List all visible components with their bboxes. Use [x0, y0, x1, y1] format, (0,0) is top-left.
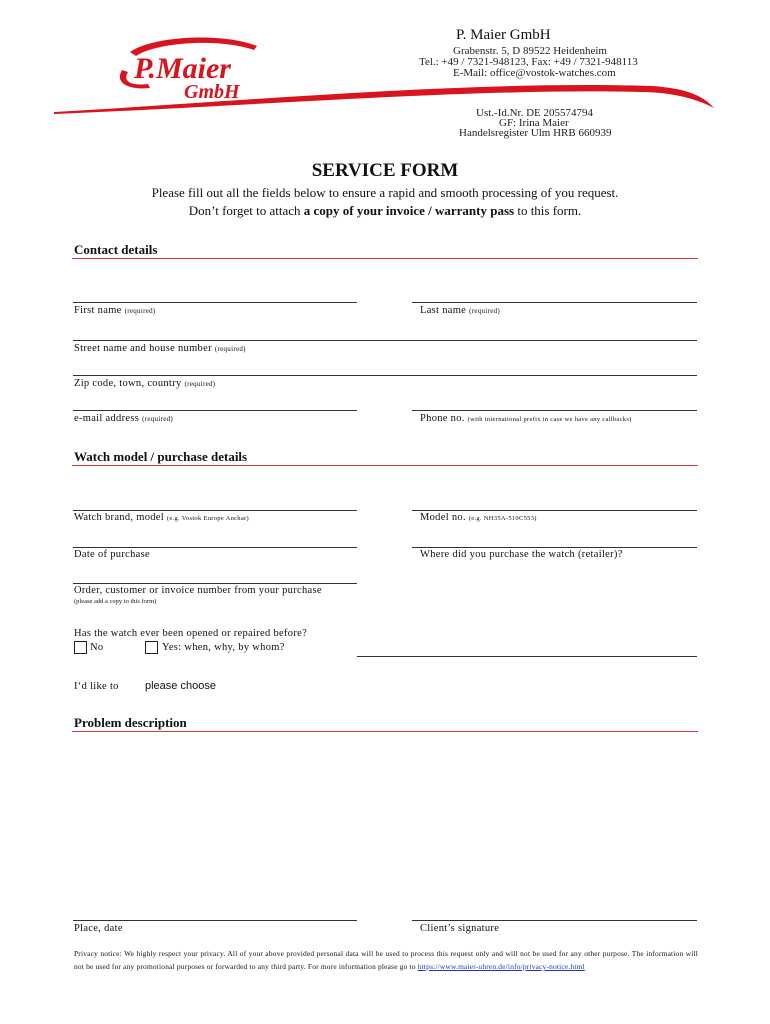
legal-line: Ust.-Id.Nr. DE 205574794: [476, 107, 594, 119]
purchase-date-field[interactable]: [73, 547, 357, 548]
legal-line: GF: Irina Maier: [499, 117, 569, 129]
place-date-field[interactable]: [73, 920, 357, 921]
retailer-label: Where did you purchase the watch (retailer)?: [420, 549, 623, 560]
label-text: Model no.: [420, 512, 466, 523]
opened-question: Has the watch ever been opened or repaired before?: [74, 628, 308, 639]
order-hint: (please add a copy to this form): [74, 598, 157, 605]
phone-field[interactable]: [412, 410, 697, 411]
company-logo: [52, 30, 722, 120]
attach-reminder: [0, 203, 770, 219]
address-line: E-Mail: office@vostok-watches.com: [453, 67, 616, 79]
label-text: Street name and house number: [74, 343, 212, 354]
label-text: Phone no.: [420, 413, 465, 424]
logo-text-main: P.Maier: [134, 52, 231, 85]
section-divider: [72, 731, 698, 732]
yes-checkbox[interactable]: [145, 641, 158, 654]
brand-hint: (e.g. Vostok Europe Anchar): [166, 515, 249, 522]
signature-field[interactable]: [412, 920, 697, 921]
address-line: Tel.: +49 / 7321-948123, Fax: +49 / 7321-948113: [419, 56, 638, 68]
email-label: [74, 413, 173, 424]
watch-brand-label: [74, 512, 249, 523]
repair-details-field[interactable]: [357, 656, 697, 657]
reminder-suffix: to this form.: [514, 203, 582, 218]
model-no-label: [420, 512, 537, 523]
no-checkbox[interactable]: [74, 641, 87, 654]
intro-text: Please fill out all the fields below to ensure a rapid and smooth processing of you request.: [151, 185, 619, 200]
email-field[interactable]: [73, 410, 357, 411]
like-to-label: I‘d like to: [74, 681, 119, 692]
place-date-label: Place, date: [74, 923, 123, 934]
privacy-notice: [74, 947, 698, 973]
phone-label: [420, 413, 632, 424]
required-note: (required): [124, 307, 156, 315]
purchase-date-label: Date of purchase: [74, 549, 150, 560]
model-no-field[interactable]: [412, 510, 697, 511]
section-heading-contact: Contact details: [74, 242, 158, 257]
last-name-label: [420, 305, 500, 316]
logo-text-sub: GmbH: [184, 81, 240, 103]
yes-label: Yes: when, why, by whom?: [162, 642, 285, 653]
required-note: (required): [469, 307, 501, 315]
required-note: (required): [214, 345, 246, 353]
logo-swoosh-graphic: [52, 30, 722, 120]
model-hint: (e.g. NH35A-510C553): [468, 515, 537, 522]
section-divider: [72, 258, 698, 259]
privacy-link[interactable]: https://www.maier-uhren.de/info/privacy-notice.html: [417, 962, 585, 971]
first-name-label: [74, 305, 156, 316]
form-title: SERVICE FORM: [311, 160, 459, 181]
label-text: Last name: [420, 305, 467, 316]
reminder-bold: a copy of your invoice / warranty pass: [303, 203, 515, 218]
order-number-label: Order, customer or invoice number from your purchase: [74, 585, 322, 596]
first-name-field[interactable]: [73, 302, 357, 303]
request-type-select[interactable]: please choose: [145, 680, 216, 692]
required-note: (required): [184, 380, 216, 388]
street-field[interactable]: [73, 340, 697, 341]
reminder-prefix: Don’t forget to attach: [188, 203, 304, 218]
section-heading-watch: Watch model / purchase details: [74, 449, 248, 464]
label-text: e-mail address: [74, 413, 140, 424]
section-heading-problem: Problem description: [74, 715, 187, 730]
privacy-text: Privacy notice: We highly respect your privacy. All of your above provided personal data will be used to process this request only and will not be used for any other purpose. The information will not be used for any promotional purposes or forwarded to any third party. For more information please go to: [74, 949, 698, 971]
street-label: [74, 343, 246, 354]
label-text: Zip code, town, country: [74, 378, 182, 389]
label-text: Watch brand, model: [74, 512, 164, 523]
problem-description-area[interactable]: [73, 735, 697, 915]
section-divider: [72, 465, 698, 466]
address-line: Grabenstr. 5, D 89522 Heidenheim: [453, 45, 607, 57]
no-label: No: [90, 642, 104, 653]
company-name: P. Maier GmbH: [456, 27, 551, 43]
signature-label: Client’s signature: [420, 923, 500, 934]
required-note: (required): [142, 415, 174, 423]
last-name-field[interactable]: [412, 302, 697, 303]
label-text: First name: [74, 305, 122, 316]
zip-field[interactable]: [73, 375, 697, 376]
phone-hint: (with international prefix in case we have any callbacks): [467, 416, 632, 423]
zip-label: [74, 378, 215, 389]
retailer-field[interactable]: [412, 547, 697, 548]
legal-line: Handelsregister Ulm HRB 660939: [459, 127, 612, 139]
order-number-field[interactable]: [73, 583, 357, 584]
watch-brand-field[interactable]: [73, 510, 357, 511]
